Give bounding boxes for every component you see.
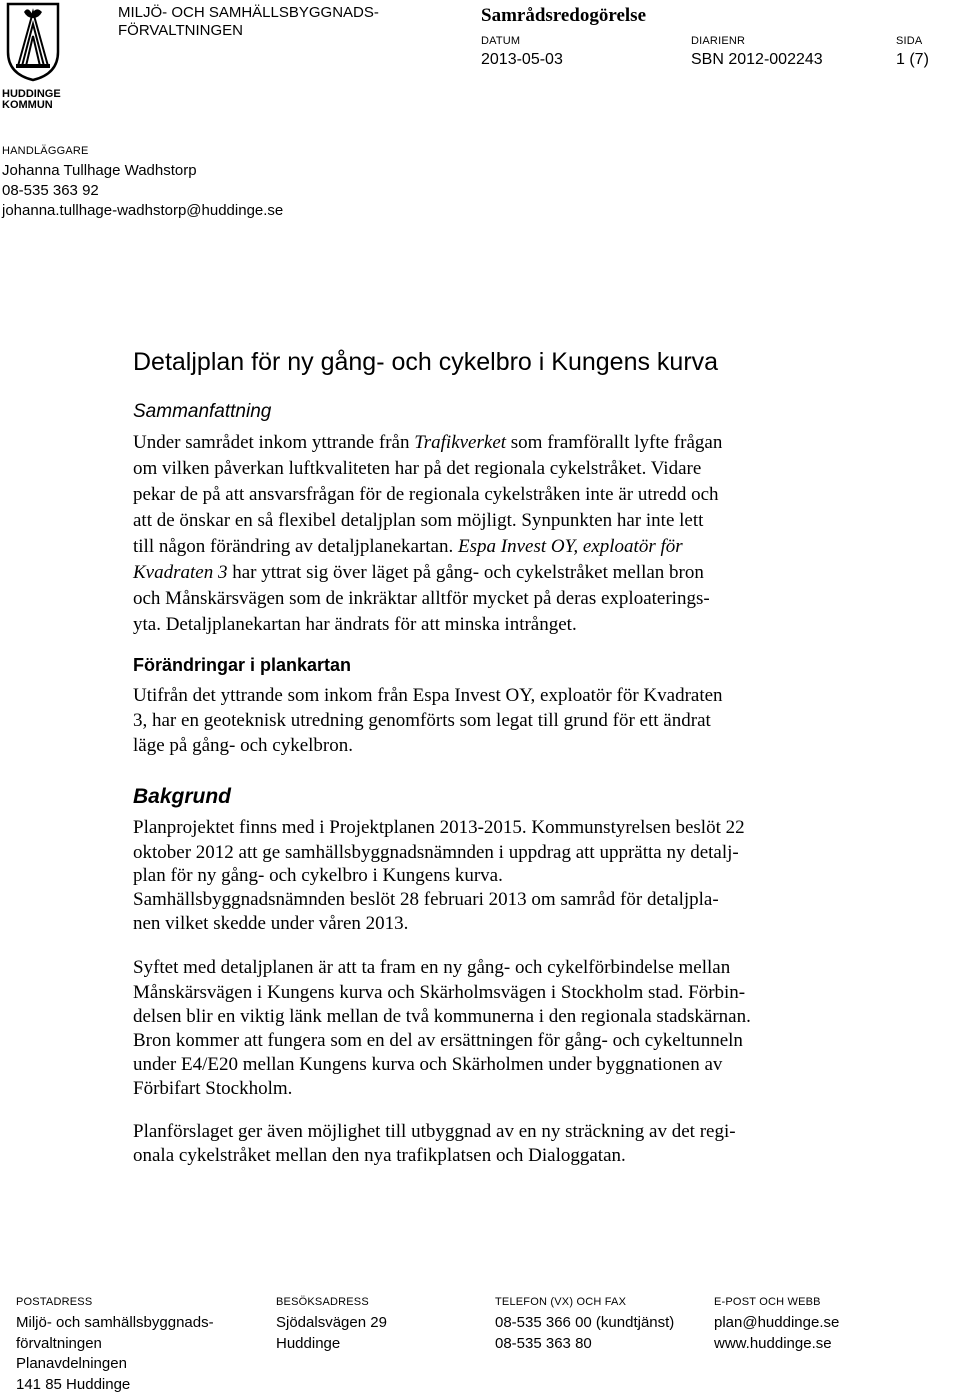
syfte-line: under E4/E20 mellan Kungens kurva och Skärholmen under byggnationen av — [133, 1054, 722, 1076]
line-text: pekar de på att ansvarsfrågan för de regionala cykelstråken inte är utredd och — [133, 484, 719, 505]
huddinge-kommun-logo — [2, 2, 64, 106]
diarienr-label: DIARIENR — [691, 35, 745, 47]
diarienr-value: SBN 2012-002243 — [691, 51, 823, 69]
telefon-line: 08-535 366 00 (kundtjänst) — [495, 1313, 674, 1334]
sida-value: 1 (7) — [896, 51, 929, 69]
line-text: och Månskärsvägen som de inkräktar alltför mycket på deras exploaterings- — [133, 588, 710, 609]
line-text: att de önskar en så flexibel detaljplan som möjligt. Synpunkten har inte lett — [133, 510, 703, 531]
bakgrund-line: plan för ny gång- och cykelbro i Kungens kurva. — [133, 865, 503, 887]
forandringar-line: 3, har en geoteknisk utredning genomförts som legat till grund för ett ändrat — [133, 710, 711, 732]
syfte-line: Förbifart Stockholm. — [133, 1078, 292, 1100]
sida-label: SIDA — [896, 35, 922, 47]
datum-label: DATUM — [481, 35, 520, 47]
postadress-line: 141 85 Huddinge — [16, 1375, 214, 1395]
syfte-line: Månskärsvägen i Kungens kurva och Skärholmsvägen i Stockholm stad. Förbin- — [133, 982, 745, 1004]
footer-telefon — [495, 1295, 674, 1354]
handlaggare-phone: 08-535 363 92 — [2, 181, 283, 201]
footer-epost — [714, 1295, 839, 1354]
planforslag-line: Planförslaget ger även möjlighet till utbyggnad av en ny sträckning av det regi- — [133, 1121, 736, 1143]
sammanfattning-line — [133, 588, 710, 610]
sammanfattning-line — [133, 614, 577, 636]
coat-of-arms-icon — [2, 2, 64, 82]
forandringar-line: läge på gång- och cykelbron. — [133, 735, 353, 757]
document-type: Samrådsredogörelse — [481, 5, 646, 27]
bakgrund-line: Samhällsbyggnadsnämnden beslöt 28 februari 2013 om samråd för detaljpla- — [133, 889, 719, 911]
line-text: om vilken påverkan luftkvaliteten har på det regionala cykelstråket. Vidare — [133, 458, 701, 479]
line-text: som framförallt lyfte frågan — [506, 432, 722, 453]
handlaggare-block — [2, 144, 283, 221]
sammanfattning-line — [133, 510, 703, 532]
sammanfattning-heading — [133, 401, 271, 423]
syfte-line: delsen blir en viktig länk mellan de två kommunerna i den regionala stadskärnan. — [133, 1006, 751, 1028]
besoksadress-line: Sjödalsvägen 29 — [276, 1313, 387, 1334]
besoksadress-line: Huddinge — [276, 1334, 387, 1355]
handlaggare-email[interactable]: johanna.tullhage-wadhstorp@huddinge.se — [2, 201, 283, 221]
planforslag-line: onala cykelstråket mellan den nya trafikplatsen och Dialoggatan. — [133, 1145, 626, 1167]
handlaggare-label: HANDLÄGGARE — [2, 144, 283, 158]
sammanfattning-heading-text: Sammanfattning — [133, 401, 271, 423]
sammanfattning-line — [133, 484, 719, 506]
sammanfattning-line — [133, 432, 722, 454]
line-text: yta. Detaljplanekartan har ändrats för att minska intrånget. — [133, 614, 577, 635]
handlaggare-name: Johanna Tullhage Wadhstorp — [2, 161, 283, 181]
postadress-line: Miljö- och samhällsbyggnads- — [16, 1313, 214, 1334]
besoksadress-label: BESÖKSADRESS — [276, 1295, 387, 1309]
footer-postadress — [16, 1295, 214, 1395]
logo-text-line-2: KOMMUN — [2, 100, 64, 111]
postadress-line: Planavdelningen — [16, 1354, 214, 1375]
telefon-line: 08-535 363 80 — [495, 1334, 674, 1355]
syfte-line: Bron kommer att fungera som en del av ersättningen för gång- och cykeltunneln — [133, 1030, 743, 1052]
bakgrund-line: nen vilket skedde under våren 2013. — [133, 913, 408, 935]
footer-besoksadress — [276, 1295, 387, 1354]
bakgrund-heading: Bakgrund — [133, 785, 231, 809]
bakgrund-line: Planprojektet finns med i Projektplanen 2013-2015. Kommunstyrelsen beslöt 22 — [133, 817, 745, 839]
bakgrund-line: oktober 2012 att ge samhällsbyggnadsnämnden i uppdrag att upprätta ny detalj- — [133, 842, 739, 864]
syfte-line: Syftet med detaljplanen är att ta fram en ny gång- och cykelförbindelse mellan — [133, 957, 730, 979]
epost-web-link[interactable]: www.huddinge.se — [714, 1334, 839, 1355]
forandringar-heading: Förändringar i plankartan — [133, 655, 351, 676]
postadress-label: POSTADRESS — [16, 1295, 214, 1309]
datum-value: 2013-05-03 — [481, 51, 563, 69]
organization-name — [118, 4, 379, 40]
org-line-2: FÖRVALTNINGEN — [118, 22, 379, 40]
telefon-label: TELEFON (VX) OCH FAX — [495, 1295, 674, 1309]
forandringar-line: Utifrån det yttrande som inkom från Espa Invest OY, exploatör för Kvadraten — [133, 685, 723, 707]
line-text: till någon förändring av detaljplanekartan. — [133, 536, 458, 557]
epost-label: E-POST OCH WEBB — [714, 1295, 839, 1309]
document-title: Detaljplan för ny gång- och cykelbro i Kungens kurva — [133, 348, 718, 377]
org-line-1: MILJÖ- OCH SAMHÄLLSBYGGNADS- — [118, 4, 379, 22]
line-emphasis: Trafikverket — [414, 432, 506, 453]
line-text: Under samrådet inkom yttrande från — [133, 432, 414, 453]
line-emphasis: Kvadraten 3 — [133, 562, 227, 583]
line-text: har yttrat sig över läget på gång- och cykelstråket mellan bron — [227, 562, 703, 583]
sammanfattning-line — [133, 458, 701, 480]
sammanfattning-line — [133, 562, 704, 584]
line-emphasis: Espa Invest OY, exploatör för — [458, 536, 683, 557]
postadress-line: förvaltningen — [16, 1334, 214, 1355]
logo-text-line-1: HUDDINGE — [2, 89, 64, 100]
epost-email-link[interactable]: plan@huddinge.se — [714, 1313, 839, 1334]
sammanfattning-line — [133, 536, 683, 558]
